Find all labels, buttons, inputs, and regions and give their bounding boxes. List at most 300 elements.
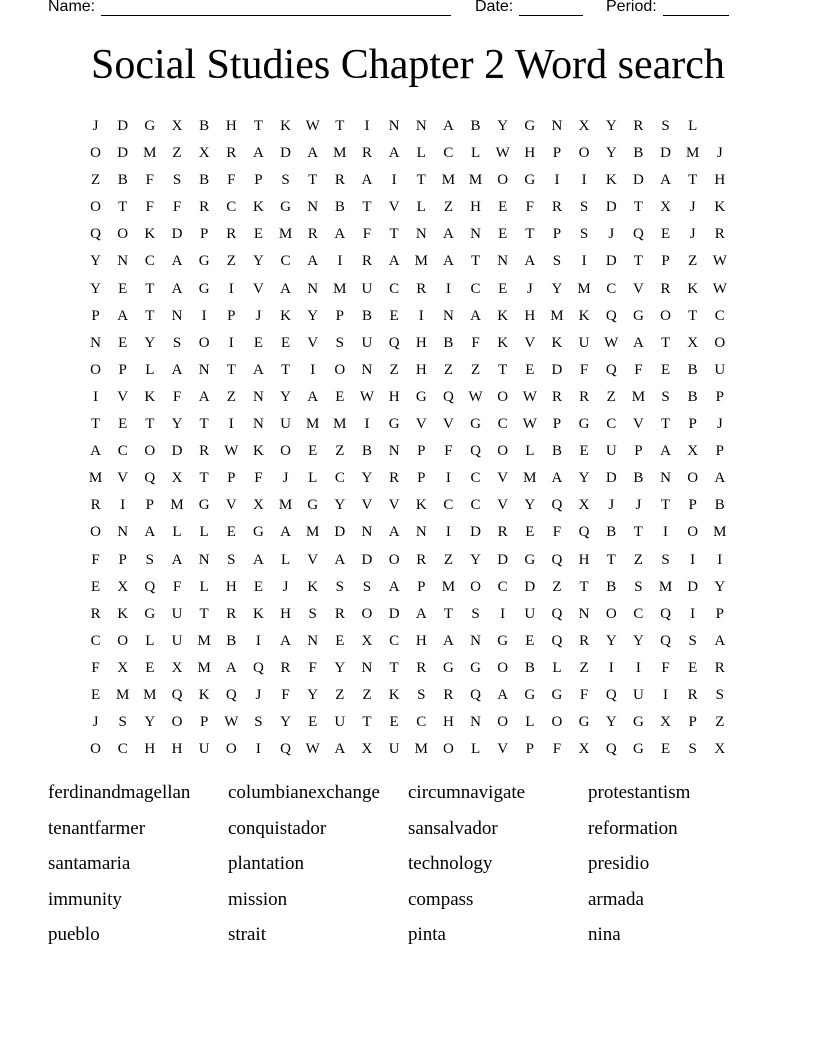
grid-cell[interactable]: J [92,118,99,134]
grid-cell[interactable]: P [227,470,236,487]
grid-cell[interactable]: U [524,605,536,622]
grid-cell[interactable]: T [145,280,155,297]
grid-cell[interactable]: L [416,145,426,162]
grid-cell[interactable]: S [145,551,155,568]
grid-cell[interactable]: Z [90,172,101,189]
grid-cell[interactable]: H [144,741,156,758]
grid-cell[interactable]: F [552,741,562,758]
grid-cell[interactable]: Z [172,145,182,162]
grid-cell[interactable]: O [687,470,699,487]
grid-cell[interactable]: V [117,470,129,487]
grid-cell[interactable]: Q [578,524,590,541]
grid-cell[interactable]: I [364,118,370,134]
grid-cell[interactable]: T [199,470,209,487]
grid-cell[interactable]: O [388,551,400,568]
grid-cell[interactable]: V [388,497,400,514]
grid-cell[interactable]: O [280,443,291,460]
grid-cell[interactable]: Z [226,388,236,405]
grid-cell[interactable]: V [117,388,129,405]
grid-cell[interactable]: L [552,659,562,676]
grid-cell[interactable]: R [443,686,454,703]
grid-cell[interactable]: M [170,497,184,514]
grid-cell[interactable]: E [253,226,263,243]
grid-cell[interactable]: W [305,118,320,134]
grid-cell[interactable]: D [334,524,346,541]
grid-cell[interactable]: X [171,659,183,676]
grid-cell[interactable]: I [201,307,207,324]
grid-cell[interactable]: Y [144,334,156,351]
grid-cell[interactable]: I [364,416,370,433]
grid-cell[interactable]: K [415,497,427,514]
grid-cell[interactable]: R [90,605,101,622]
grid-cell[interactable]: I [581,172,587,189]
grid-cell[interactable]: W [359,388,375,405]
grid-cell[interactable]: E [498,199,508,216]
grid-cell[interactable]: M [577,280,591,297]
grid-cell[interactable]: G [144,605,156,622]
grid-cell[interactable]: Z [715,714,725,731]
grid-cell[interactable]: W [305,741,320,758]
grid-cell[interactable]: C [606,416,617,433]
grid-cell[interactable]: T [688,172,698,189]
grid-cell[interactable]: G [524,172,536,189]
grid-cell[interactable]: D [117,145,129,162]
grid-cell[interactable]: F [227,172,236,189]
grid-cell[interactable]: P [715,443,724,460]
grid-cell[interactable]: M [658,578,673,595]
grid-cell[interactable]: C [117,443,128,460]
grid-cell[interactable]: A [714,470,726,487]
grid-cell[interactable]: M [116,686,130,703]
grid-cell[interactable]: U [361,280,373,297]
grid-cell[interactable]: W [712,253,727,270]
grid-cell[interactable]: N [252,416,264,433]
grid-cell[interactable]: Q [144,470,156,487]
grid-cell[interactable]: E [308,714,318,731]
grid-cell[interactable]: V [252,280,264,297]
grid-cell[interactable]: Q [470,443,481,460]
grid-cell[interactable]: A [280,632,291,649]
grid-cell[interactable]: X [171,470,183,487]
grid-cell[interactable]: D [605,253,617,270]
grid-cell[interactable]: F [308,659,317,676]
grid-cell[interactable]: F [634,361,643,378]
grid-cell[interactable]: Y [334,659,346,676]
grid-cell[interactable]: W [712,280,727,297]
grid-cell[interactable]: Y [252,253,264,270]
grid-cell[interactable]: Y [144,714,156,731]
grid-cell[interactable]: K [117,605,129,622]
grid-cell[interactable]: T [633,524,643,541]
grid-cell[interactable]: S [715,686,724,703]
grid-cell[interactable]: S [688,741,697,758]
grid-cell[interactable]: D [605,470,617,487]
grid-cell[interactable]: D [280,145,291,162]
grid-cell[interactable]: O [117,226,129,243]
grid-cell[interactable]: H [714,172,726,189]
grid-cell[interactable]: Y [578,470,590,487]
grid-cell[interactable]: W [468,388,483,405]
grid-cell[interactable]: Z [606,388,616,405]
grid-cell[interactable]: N [117,524,129,541]
grid-cell[interactable]: F [145,172,155,189]
grid-cell[interactable]: A [307,388,319,405]
grid-cell[interactable]: I [228,416,234,433]
grid-cell[interactable]: T [145,416,155,433]
grid-cell[interactable]: G [470,416,481,433]
grid-cell[interactable]: F [362,226,372,243]
grid-cell[interactable]: E [118,416,128,433]
grid-cell[interactable]: C [389,632,400,649]
grid-cell[interactable]: T [253,118,263,134]
grid-cell[interactable]: O [578,145,590,162]
grid-cell[interactable]: B [687,361,698,378]
grid-cell[interactable]: M [713,524,727,541]
grid-cell[interactable]: E [145,659,155,676]
grid-cell[interactable]: R [389,470,400,487]
grid-cell[interactable]: O [660,307,671,324]
grid-cell[interactable]: E [280,334,291,351]
grid-cell[interactable]: N [198,551,210,568]
grid-cell[interactable]: A [442,632,454,649]
grid-cell[interactable]: K [497,334,509,351]
grid-cell[interactable]: E [253,578,263,595]
grid-cell[interactable]: S [661,388,670,405]
grid-cell[interactable]: T [308,172,318,189]
grid-cell[interactable]: M [278,497,293,514]
grid-cell[interactable]: K [252,199,264,216]
grid-cell[interactable]: H [470,199,481,216]
grid-cell[interactable]: V [415,416,427,433]
grid-cell[interactable]: Q [388,334,400,351]
grid-cell[interactable]: G [497,632,509,649]
grid-cell[interactable]: K [714,199,726,216]
grid-cell[interactable]: N [198,361,210,378]
grid-cell[interactable]: A [280,280,291,297]
grid-cell[interactable]: Q [605,307,617,324]
grid-cell[interactable]: T [443,605,453,622]
grid-cell[interactable]: P [552,145,562,162]
grid-cell[interactable]: O [442,741,454,758]
grid-cell[interactable]: A [632,334,644,351]
grid-cell[interactable]: K [605,172,617,189]
grid-cell[interactable]: F [172,199,182,216]
grid-cell[interactable]: I [717,551,723,568]
period-field[interactable] [606,0,729,16]
grid-cell[interactable]: A [117,307,129,324]
grid-cell[interactable]: X [687,334,699,351]
grid-cell[interactable]: X [361,632,373,649]
grid-cell[interactable]: X [578,118,590,134]
grid-cell[interactable]: O [497,659,509,676]
grid-cell[interactable]: P [634,443,643,460]
grid-cell[interactable]: R [714,226,725,243]
grid-cell[interactable]: B [633,145,644,162]
grid-cell[interactable]: R [361,145,372,162]
grid-cell[interactable]: A [388,578,400,595]
grid-cell[interactable]: X [660,199,671,216]
grid-cell[interactable]: R [579,632,590,649]
grid-cell[interactable]: X [198,145,210,162]
grid-cell[interactable]: N [470,714,481,731]
grid-cell[interactable]: A [90,443,101,460]
grid-cell[interactable]: U [334,714,346,731]
grid-cell[interactable]: N [470,226,481,243]
grid-cell[interactable]: Y [605,145,617,162]
grid-cell[interactable]: P [661,253,670,270]
grid-cell[interactable]: N [307,199,319,216]
grid-cell[interactable]: L [525,443,535,460]
grid-cell[interactable]: J [282,578,289,595]
grid-cell[interactable]: Q [171,686,183,703]
grid-cell[interactable]: S [471,605,480,622]
grid-cell[interactable]: C [226,199,237,216]
grid-cell[interactable]: A [171,361,183,378]
grid-cell[interactable]: J [689,226,696,243]
grid-cell[interactable]: P [688,416,697,433]
grid-cell[interactable]: A [334,226,346,243]
grid-cell[interactable]: G [198,280,210,297]
grid-cell[interactable]: P [145,497,155,514]
grid-cell[interactable]: K [144,226,156,243]
grid-cell[interactable]: H [225,578,237,595]
grid-cell[interactable]: D [117,118,129,134]
grid-cell[interactable]: L [470,741,481,758]
grid-cell[interactable]: B [226,632,237,649]
grid-cell[interactable]: O [497,388,509,405]
grid-cell[interactable]: A [252,361,264,378]
grid-cell[interactable]: J [526,280,533,297]
grid-cell[interactable]: A [252,145,264,162]
grid-cell[interactable]: Y [280,388,291,405]
grid-cell[interactable]: A [388,524,400,541]
grid-cell[interactable]: S [281,172,290,189]
grid-cell[interactable]: C [497,578,508,595]
grid-cell[interactable]: T [470,253,481,270]
grid-cell[interactable]: P [688,497,697,514]
grid-cell[interactable]: M [333,280,347,297]
grid-cell[interactable]: R [90,497,101,514]
grid-cell[interactable]: F [444,443,453,460]
grid-cell[interactable]: X [117,578,129,595]
grid-cell[interactable]: I [255,632,261,649]
grid-cell[interactable]: R [687,686,698,703]
grid-cell[interactable]: G [280,199,291,216]
grid-cell[interactable]: U [280,416,291,433]
grid-cell[interactable]: Y [605,118,617,134]
grid-cell[interactable]: A [307,253,319,270]
grid-cell[interactable]: U [198,741,210,758]
grid-cell[interactable]: A [660,443,671,460]
grid-cell[interactable]: O [470,578,481,595]
grid-cell[interactable]: S [417,686,426,703]
grid-cell[interactable]: T [660,497,671,514]
grid-cell[interactable]: T [498,361,508,378]
grid-cell[interactable]: M [306,524,320,541]
grid-cell[interactable]: A [442,253,454,270]
grid-cell[interactable]: V [388,199,400,216]
grid-cell[interactable]: S [552,253,562,270]
grid-cell[interactable]: Y [714,578,726,595]
grid-cell[interactable]: T [280,361,291,378]
grid-cell[interactable]: P [118,361,127,378]
grid-cell[interactable]: A [388,145,400,162]
grid-cell[interactable]: R [633,118,644,134]
grid-cell[interactable]: E [226,524,236,541]
grid-cell[interactable]: F [471,334,480,351]
grid-cell[interactable]: S [172,172,182,189]
grid-cell[interactable]: J [255,307,262,324]
grid-cell[interactable]: K [307,578,319,595]
grid-cell[interactable]: X [660,714,671,731]
grid-cell[interactable]: I [120,497,126,514]
grid-cell[interactable]: T [416,172,426,189]
grid-cell[interactable]: N [551,118,563,134]
date-line[interactable] [519,1,583,16]
grid-cell[interactable]: D [497,551,509,568]
grid-cell[interactable]: T [633,253,643,270]
grid-cell[interactable]: Y [171,416,183,433]
grid-cell[interactable]: N [252,388,264,405]
grid-cell[interactable]: N [470,632,481,649]
grid-cell[interactable]: P [417,470,426,487]
grid-cell[interactable]: D [171,443,183,460]
grid-cell[interactable]: S [172,334,182,351]
grid-cell[interactable]: P [552,226,562,243]
grid-cell[interactable]: N [442,307,454,324]
grid-cell[interactable]: Q [551,605,563,622]
grid-cell[interactable]: V [632,280,644,297]
grid-cell[interactable]: C [470,470,481,487]
grid-cell[interactable]: F [145,199,155,216]
grid-cell[interactable]: Q [660,605,671,622]
grid-cell[interactable]: T [660,416,671,433]
grid-cell[interactable]: M [631,388,646,405]
grid-cell[interactable]: L [280,551,291,568]
grid-cell[interactable]: R [551,388,562,405]
grid-cell[interactable]: X [117,659,129,676]
grid-cell[interactable]: M [685,145,700,162]
grid-cell[interactable]: W [604,334,619,351]
grid-cell[interactable]: P [688,714,697,731]
grid-cell[interactable]: F [579,686,589,703]
grid-cell[interactable]: G [442,659,454,676]
grid-cell[interactable]: M [441,578,456,595]
grid-cell[interactable]: T [90,416,101,433]
grid-cell[interactable]: F [91,551,100,568]
grid-cell[interactable]: S [335,578,344,595]
grid-cell[interactable]: X [578,497,590,514]
grid-cell[interactable]: X [714,741,726,758]
grid-cell[interactable]: D [361,551,373,568]
grid-cell[interactable]: P [525,741,534,758]
grid-cell[interactable]: I [255,741,261,758]
grid-cell[interactable]: E [525,524,535,541]
grid-cell[interactable]: R [551,199,562,216]
grid-cell[interactable]: O [225,741,237,758]
grid-cell[interactable]: L [525,714,535,731]
grid-cell[interactable]: R [226,226,237,243]
grid-cell[interactable]: W [495,145,510,162]
grid-cell[interactable]: F [91,659,100,676]
grid-cell[interactable]: N [388,118,400,134]
grid-cell[interactable]: L [470,145,481,162]
grid-cell[interactable]: S [362,578,372,595]
grid-cell[interactable]: N [90,334,101,351]
grid-cell[interactable]: T [389,659,399,676]
grid-cell[interactable]: T [579,578,589,595]
grid-cell[interactable]: U [632,686,644,703]
grid-cell[interactable]: O [551,714,563,731]
grid-cell[interactable]: H [280,605,291,622]
grid-cell[interactable]: R [416,280,427,297]
grid-cell[interactable]: J [282,470,289,487]
date-field[interactable] [475,0,583,16]
grid-cell[interactable]: B [606,578,617,595]
grid-cell[interactable]: E [660,226,671,243]
grid-cell[interactable]: P [118,551,127,568]
grid-cell[interactable]: K [497,307,509,324]
grid-cell[interactable]: F [552,524,562,541]
grid-cell[interactable]: O [117,632,129,649]
grid-cell[interactable]: N [415,524,427,541]
grid-cell[interactable]: G [578,416,590,433]
grid-cell[interactable]: R [579,388,590,405]
grid-cell[interactable]: T [335,118,345,134]
grid-cell[interactable]: B [334,199,345,216]
grid-cell[interactable]: Y [605,632,617,649]
grid-cell[interactable]: Q [144,578,156,595]
grid-cell[interactable]: N [415,226,427,243]
grid-cell[interactable]: N [388,443,400,460]
grid-cell[interactable]: I [581,253,587,270]
grid-cell[interactable]: O [90,524,101,541]
grid-cell[interactable]: E [660,361,671,378]
grid-cell[interactable]: J [608,497,615,514]
grid-cell[interactable]: I [445,280,451,297]
grid-cell[interactable]: R [307,226,318,243]
grid-cell[interactable]: O [605,605,617,622]
grid-cell[interactable]: K [144,388,156,405]
grid-cell[interactable]: R [361,253,372,270]
grid-cell[interactable]: C [714,307,725,324]
grid-cell[interactable]: M [88,470,103,487]
grid-cell[interactable]: V [632,416,644,433]
grid-cell[interactable]: R [660,280,671,297]
grid-cell[interactable]: M [143,145,157,162]
grid-cell[interactable]: T [362,199,372,216]
grid-cell[interactable]: T [606,551,616,568]
grid-cell[interactable]: G [470,659,481,676]
name-field[interactable] [48,0,451,16]
grid-cell[interactable]: M [333,145,347,162]
grid-cell[interactable]: W [522,388,537,405]
grid-cell[interactable]: L [199,524,209,541]
grid-cell[interactable]: C [633,605,644,622]
grid-cell[interactable]: T [199,416,209,433]
grid-cell[interactable]: T [226,361,236,378]
grid-cell[interactable]: G [388,416,400,433]
grid-cell[interactable]: F [579,361,589,378]
grid-cell[interactable]: Q [632,226,644,243]
grid-cell[interactable]: Q [660,632,671,649]
grid-cell[interactable]: E [498,280,508,297]
grid-cell[interactable]: A [252,551,264,568]
grid-cell[interactable]: X [687,443,699,460]
grid-cell[interactable]: T [199,605,209,622]
grid-cell[interactable]: S [335,334,344,351]
grid-cell[interactable]: E [308,443,318,460]
